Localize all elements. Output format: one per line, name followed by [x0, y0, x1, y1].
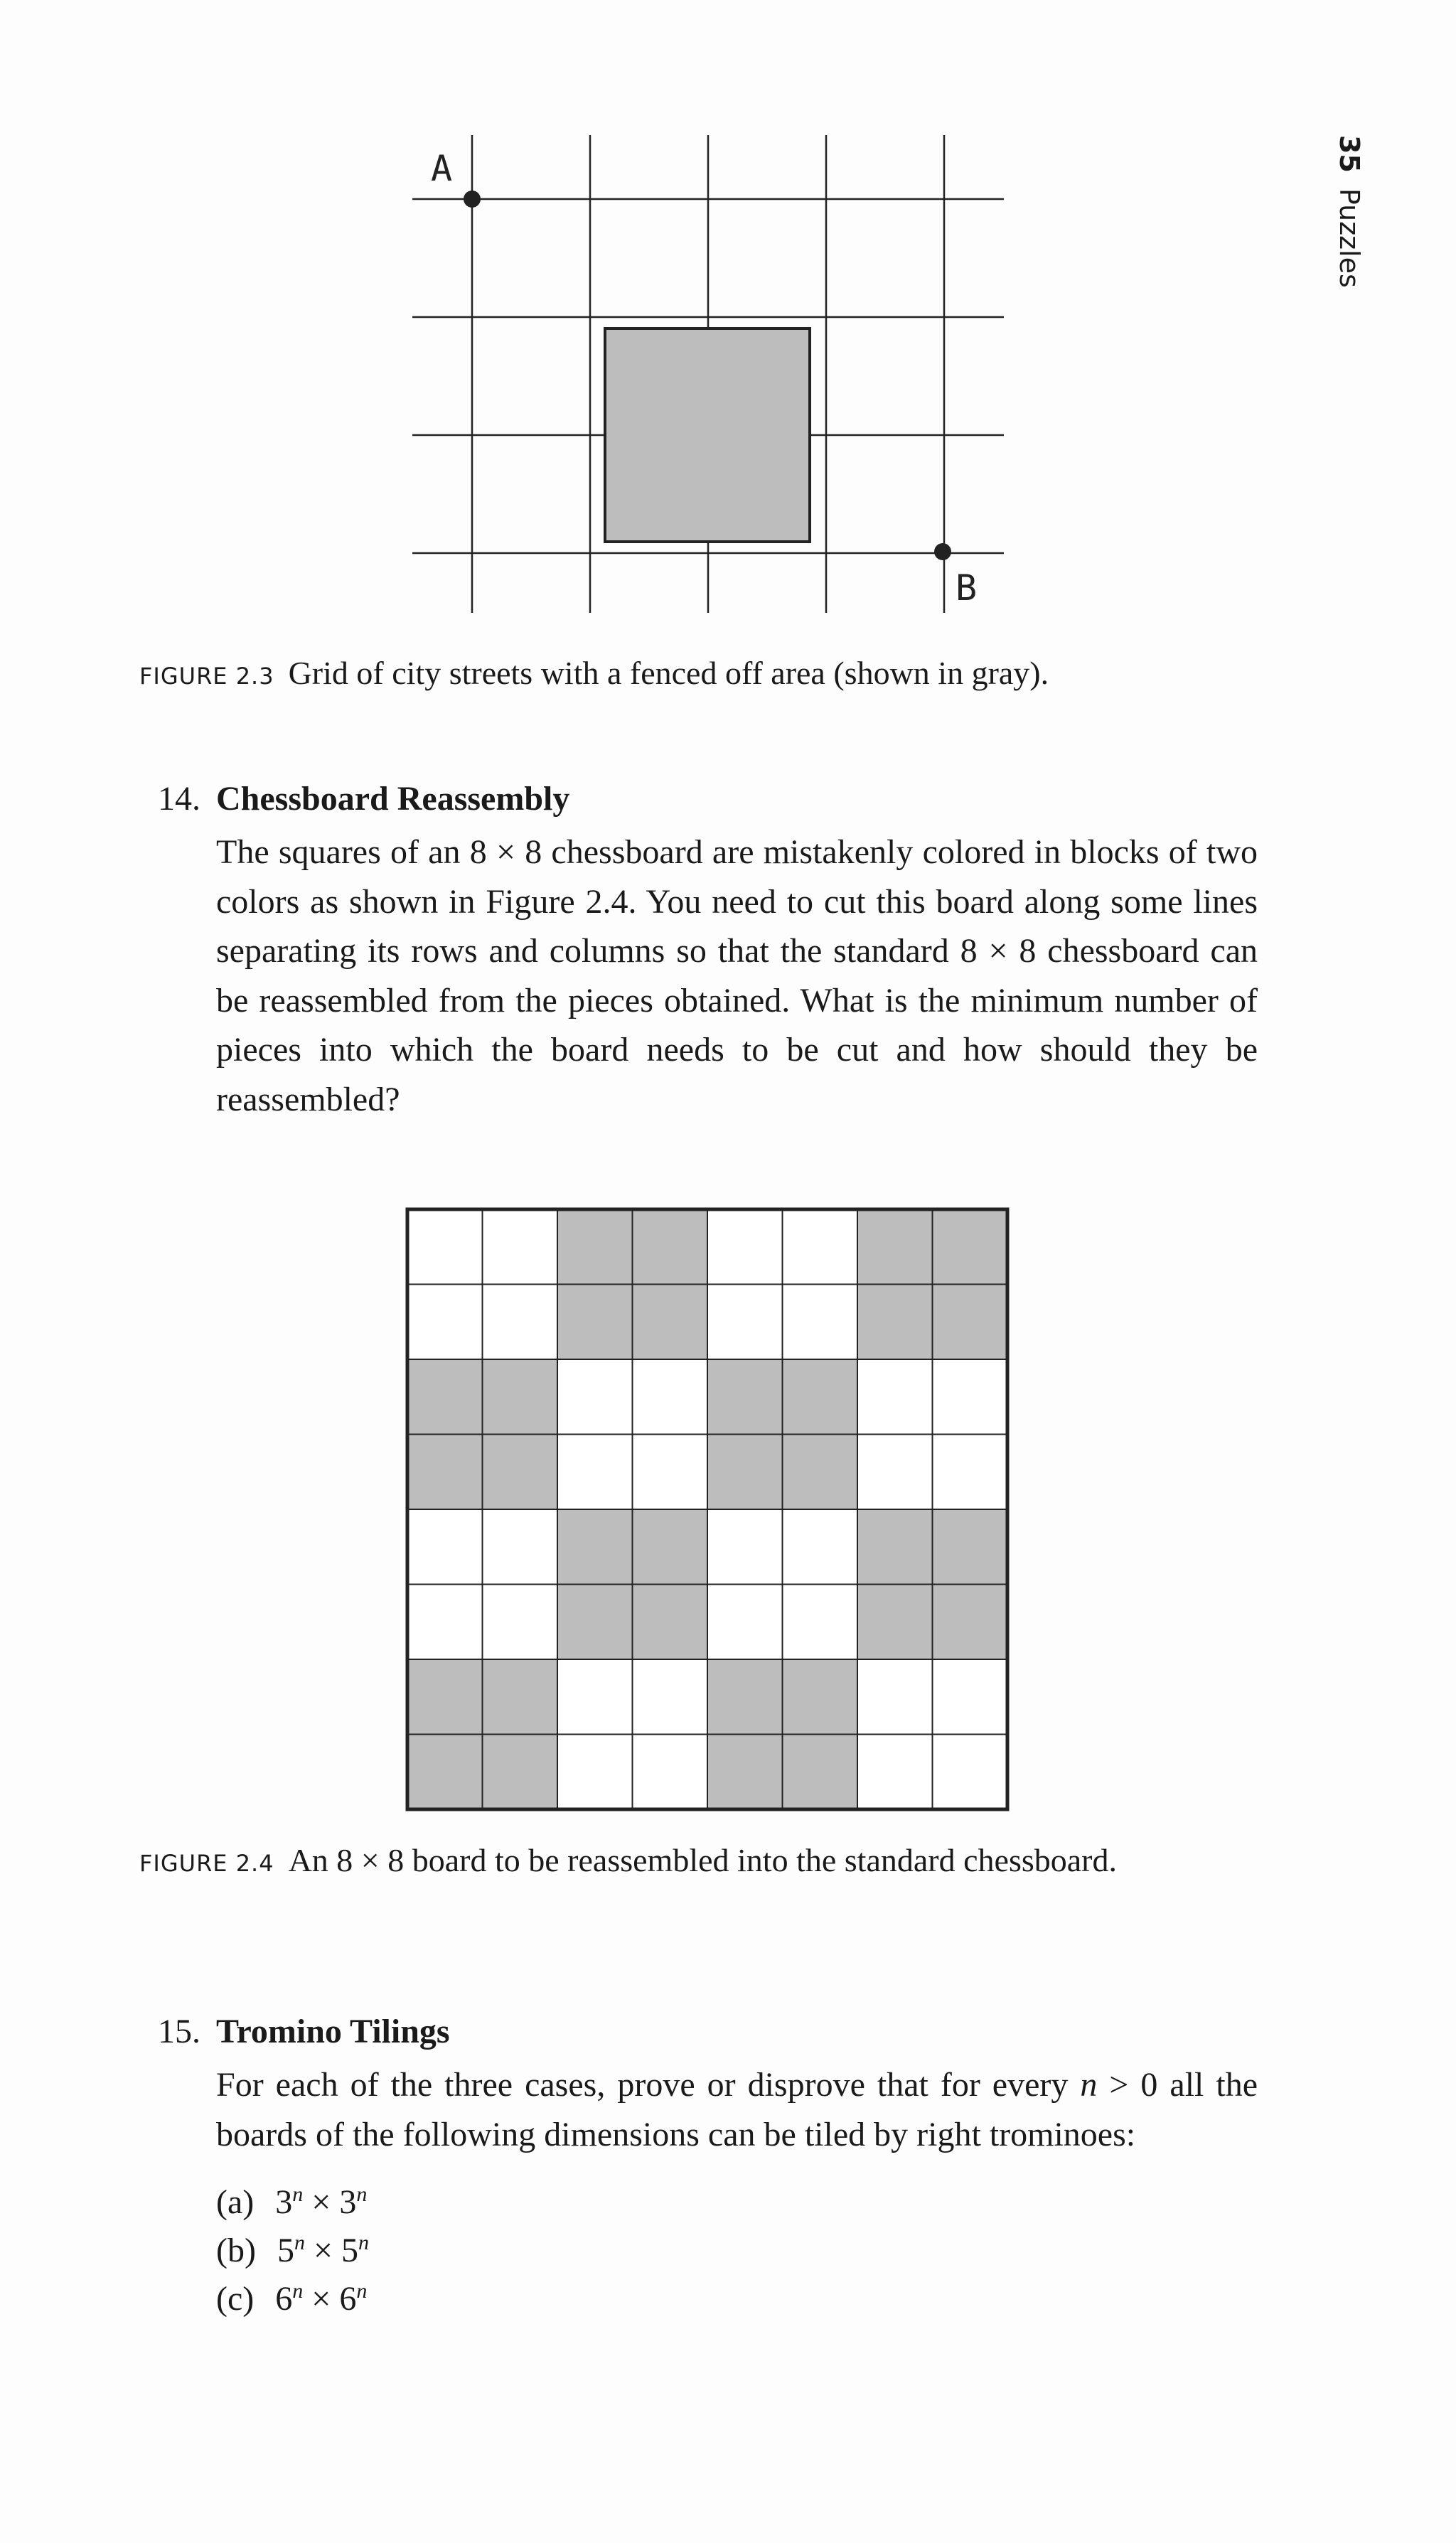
board-cell-gray [483, 1659, 558, 1735]
problem-14-heading [158, 779, 569, 818]
board-cell-gray [783, 1659, 858, 1735]
body-text-2: > 0 all the boards of the following dimensions can be tiled by right trominoes: [216, 2066, 1258, 2153]
variable-n: n [1080, 2066, 1098, 2104]
running-head [1334, 135, 1365, 288]
board-cell-gray [633, 1285, 708, 1360]
board-cell-gray [483, 1435, 558, 1510]
board-cell-gray [407, 1659, 483, 1735]
board-cell-gray [933, 1585, 1008, 1660]
board-cell-white [707, 1585, 783, 1660]
caption-text: Grid of city streets with a fenced off area (shown in gray). [288, 655, 1049, 691]
problem-number: 14. [158, 780, 200, 818]
case-exponent: n [292, 2183, 304, 2206]
case-c: (c) $6^n \times 6^n$ [216, 2279, 368, 2318]
board-cell-white [407, 1509, 483, 1585]
caption-label: FIGURE 2.4 [139, 1850, 274, 1877]
figure-2-3-street-grid [398, 135, 1017, 619]
case-exponent: n [292, 2279, 304, 2303]
board-cell-gray [933, 1209, 1008, 1285]
board-cell-gray [707, 1435, 783, 1510]
board-cell-white [857, 1735, 933, 1810]
board-cell-white [483, 1509, 558, 1585]
case-base: 3 [339, 2183, 357, 2221]
board-cell-gray [783, 1435, 858, 1510]
board-cell-gray [933, 1285, 1008, 1360]
board-cell-gray [857, 1585, 933, 1660]
point-a-marker [464, 191, 481, 208]
board-cell-gray [557, 1585, 633, 1660]
body-text-1: For each of the three cases, prove or disprove that for every [216, 2066, 1069, 2104]
board-cell-white [633, 1659, 708, 1735]
board-cell-white [633, 1359, 708, 1435]
board-cells [407, 1209, 1007, 1809]
board-cell-white [483, 1285, 558, 1360]
board-cell-white [707, 1285, 783, 1360]
board-cell-gray [633, 1509, 708, 1585]
problem-14-body: The squares of an 8 × 8 chessboard are mistakenly colored in blocks of two colors as shown in Figure 2.4. You need to cut this board along some lines separating its rows and columns so that the standard 8 × 8 chessboard can be reassembled from the pieces obtained. What is the minimum number of pieces into which the board needs to be cut and how should they be reassembled? [216, 833, 1258, 1118]
figure-2-3-caption [139, 654, 1049, 692]
caption-label: FIGURE 2.3 [139, 663, 274, 690]
figure-2-4-board [405, 1207, 1010, 1811]
label-a: A [431, 148, 453, 189]
board-cell-gray [407, 1435, 483, 1510]
board-cell-white [557, 1359, 633, 1435]
board-cell-white [933, 1359, 1008, 1435]
case-exponent: n [294, 2231, 305, 2254]
board-cell-gray [707, 1735, 783, 1810]
board-cell-white [933, 1435, 1008, 1510]
board-cell-white [633, 1735, 708, 1810]
case-base: 6 [275, 2280, 293, 2318]
board-cell-white [933, 1735, 1008, 1810]
board-cell-gray [407, 1359, 483, 1435]
board-cell-gray [633, 1209, 708, 1285]
page-number: 35 [1334, 135, 1365, 173]
board-cell-white [857, 1659, 933, 1735]
problem-title: Chessboard Reassembly [216, 780, 570, 818]
case-base: 3 [275, 2183, 293, 2221]
board-cell-white [783, 1509, 858, 1585]
board-cell-gray [783, 1359, 858, 1435]
fenced-area [605, 328, 810, 542]
case-base: 5 [277, 2232, 294, 2269]
point-b-marker [934, 543, 951, 560]
board-cell-gray [557, 1209, 633, 1285]
case-base: 6 [339, 2280, 357, 2318]
case-b: (b) $5^n \times 5^n$ [216, 2231, 370, 2269]
case-label: (a) [216, 2183, 255, 2221]
board-cell-white [857, 1359, 933, 1435]
board-cell-white [783, 1585, 858, 1660]
board-cell-white [707, 1509, 783, 1585]
board-cell-white [633, 1435, 708, 1510]
figure-2-4-caption [139, 1841, 1117, 1879]
board-cell-gray [933, 1509, 1008, 1585]
case-label: (c) [216, 2280, 255, 2318]
board-cell-white [557, 1659, 633, 1735]
problem-15-body [216, 2060, 1258, 2159]
board-cell-gray [557, 1509, 633, 1585]
board-cell-gray [783, 1735, 858, 1810]
board-cell-gray [707, 1359, 783, 1435]
case-label: (b) [216, 2232, 256, 2269]
section-title: Puzzles [1334, 188, 1365, 288]
board-cell-gray [857, 1209, 933, 1285]
board-cell-white [557, 1735, 633, 1810]
board-cell-white [407, 1285, 483, 1360]
case-a: (a) $3^n \times 3^n$ [216, 2183, 368, 2221]
label-b: B [956, 567, 978, 609]
case-base: 5 [341, 2232, 359, 2269]
case-exponent: n [358, 2231, 370, 2254]
board-cell-gray [633, 1585, 708, 1660]
board-cell-gray [857, 1509, 933, 1585]
board-cell-white [783, 1285, 858, 1360]
board-cell-gray [407, 1735, 483, 1810]
board-cell-gray [707, 1659, 783, 1735]
case-exponent: n [356, 2183, 368, 2206]
case-exponent: n [356, 2279, 368, 2303]
problem-15-heading [158, 2012, 450, 2051]
board-cell-gray [483, 1359, 558, 1435]
board-cell-white [933, 1659, 1008, 1735]
board-cell-white [407, 1585, 483, 1660]
board-cell-gray [857, 1285, 933, 1360]
caption-text: An 8 × 8 board to be reassembled into the standard chessboard. [288, 1842, 1117, 1878]
board-cell-white [783, 1209, 858, 1285]
problem-number: 15. [158, 2013, 200, 2050]
board-cell-white [857, 1435, 933, 1510]
board-cell-white [557, 1435, 633, 1510]
board-cell-gray [557, 1285, 633, 1360]
board-cell-white [707, 1209, 783, 1285]
board-cell-white [407, 1209, 483, 1285]
board-cell-white [483, 1585, 558, 1660]
board-cell-white [483, 1209, 558, 1285]
problem-title: Tromino Tilings [216, 2013, 450, 2050]
board-cell-gray [483, 1735, 558, 1810]
